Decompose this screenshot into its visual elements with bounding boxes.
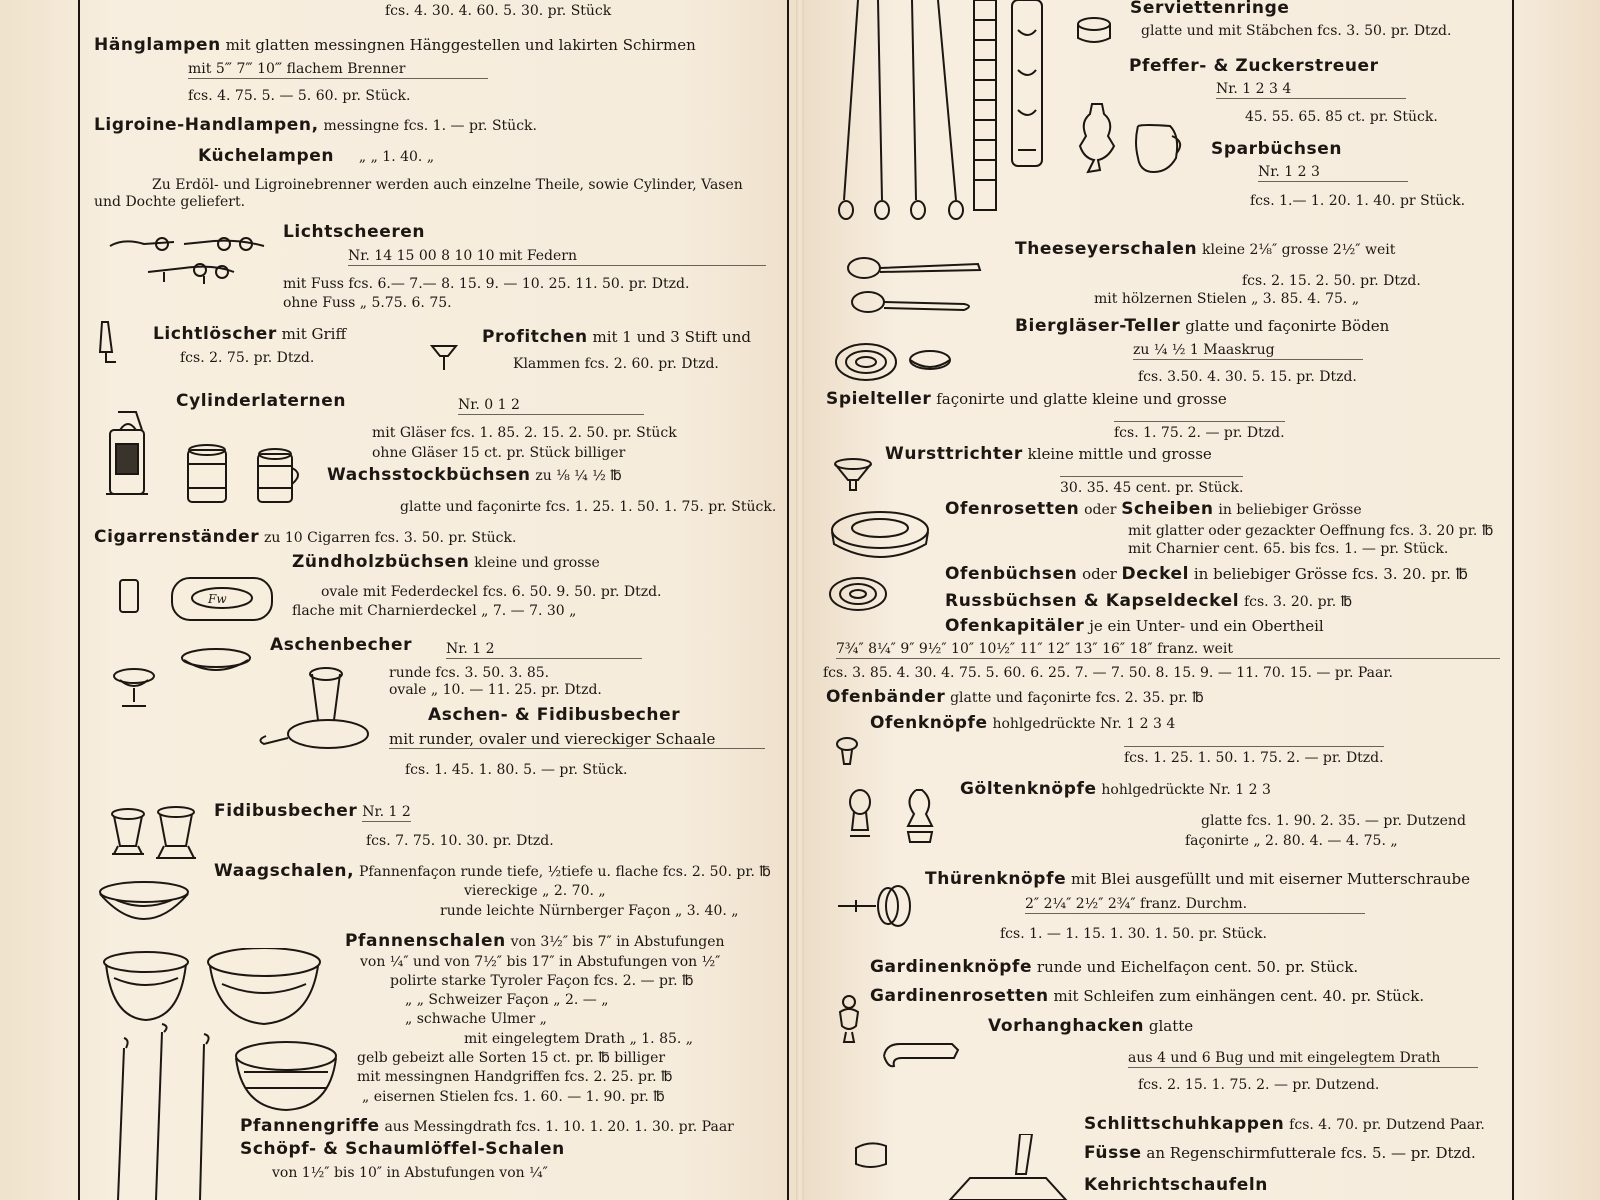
theeseyer-wooden-handles: mit hölzernen Stielen „ 3. 85. 4. 75. „ (1094, 291, 1360, 307)
ashtray-illustration (106, 640, 376, 760)
theeseyer-prices: fcs. 2. 15. 2. 50. pr. Dtzd. (1242, 273, 1421, 289)
wachsstock-title: Wachsstockbüchsen (327, 465, 531, 485)
aschen-fidibus-desc: mit runder, ovaler und viereckiger Schaale (389, 730, 765, 749)
gardinenknoepfe-desc: runde und Eichelfaçon cent. 50. pr. Stück. (1036, 958, 1359, 976)
cylinderlaternen-title: Cylinderlaternen (176, 391, 347, 411)
fuesse-entry (1084, 1144, 1476, 1162)
matchbox-illustration (116, 574, 276, 626)
gardinenrosetten-desc: mit Schleifen zum einhängen cent. 40. pr. Stück. (1053, 987, 1425, 1005)
wachsstock-prices: glatte und façonirte fcs. 1. 25. 1. 50. 1. 75. pr. Stück. (400, 499, 777, 515)
fidibus-numbers: Nr. 1 2 (362, 804, 411, 820)
ofenkapitaeler-sizes: 7¾″ 8¼″ 9″ 9½″ 10″ 10½″ 11″ 12″ 13″ 16″ 18″ franz. weit (836, 640, 1500, 659)
lichtscheeren-with-foot: mit Fuss fcs. 6.— 7.— 8. 15. 9. — 10. 25. 11. 50. pr. Dtzd. (283, 276, 690, 292)
ofenrosetten-title: Ofenrosetten (945, 499, 1080, 519)
ofenrosetten-row1: mit glatter oder gezackter Oeffnung fcs. 3. 20 pr. ℔ (1128, 523, 1494, 539)
vorhanghacken-prices: fcs. 2. 15. 1. 75. 2. — pr. Dutzend. (1138, 1077, 1380, 1093)
russbuechsen-entry (945, 592, 1352, 611)
vorhanghacken-desc: glatte (1148, 1017, 1194, 1035)
spielteller-title: Spielteller (826, 389, 932, 409)
ofenrosetten-desc2: in beliebiger Grösse (1218, 502, 1362, 518)
schoepf-desc: von 1½″ bis 10″ in Abstufungen von ¼″ (272, 1165, 548, 1181)
ligroine-entry (94, 116, 537, 135)
pans-and-ladles-illustration (100, 948, 350, 1200)
napkin-ring-illustration (1074, 16, 1114, 46)
goeltenknoepfe-plain: glatte fcs. 1. 90. 2. 35. — pr. Dutzend (1201, 813, 1466, 829)
ofenbaender-title: Ofenbänder (826, 687, 946, 707)
pfannengriffe-title: Pfannengriffe (240, 1116, 380, 1136)
svg-text:Fw: Fw (208, 592, 227, 606)
haenglampen-title: Hänglampen (94, 35, 221, 55)
curtain-rosette-illustration (832, 992, 866, 1046)
theeseyer-desc: kleine 2⅛″ grosse 2½″ weit (1202, 242, 1396, 258)
lamp-note-line1: Zu Erdöl- und Ligroinebrenner werden auch einzelne Theile, sowie Cylinder, Vasen (152, 177, 743, 193)
pfannenschalen-row2: polirte starke Tyroler Façon fcs. 2. — pr. ℔ (390, 973, 694, 989)
ofenknoepfe-entry (870, 714, 1175, 733)
russbuechsen-desc: fcs. 3. 20. pr. ℔ (1243, 594, 1353, 610)
goeltenknoepfe-title: Göltenknöpfe (960, 779, 1097, 799)
haenglampen-sizes: mit 5‴ 7‴ 10‴ flachem Brenner (188, 60, 488, 79)
door-knob-illustration (836, 884, 912, 930)
kuechelampen-desc: „ „ 1. 40. „ (358, 149, 435, 165)
russbuechsen-title: Russbüchsen & Kapseldeckel (945, 591, 1240, 611)
left-border-rule (78, 0, 80, 1200)
schlittschuh-title: Schlittschuhkappen (1084, 1114, 1285, 1134)
fidibus-entry (214, 802, 411, 822)
pfannenschalen-title: Pfannenschalen (345, 931, 506, 951)
ofenbuechsen-title2: Deckel (1121, 564, 1190, 584)
sausage-funnel-illustration (832, 456, 874, 494)
wachsstock-entry (327, 466, 622, 485)
ofenrosetten-title2: Scheiben (1121, 499, 1214, 519)
fuesse-title: Füsse (1084, 1143, 1142, 1163)
ligroine-desc: messingne fcs. 1. — pr. Stück. (323, 118, 537, 134)
bierglaeser-title: Biergläser-Teller (1015, 316, 1181, 336)
skate-cap-and-dustpan-illustration (850, 1134, 1070, 1200)
pfannenschalen-row1: von ¼″ und von 7½″ bis 17″ in Abstufungen von ½″ (360, 954, 721, 970)
pfannengriffe-entry (240, 1117, 734, 1136)
spill-vase-illustration (104, 806, 204, 868)
haenglampen-desc: mit glatten messingnen Hänggestellen und lakirten Schirmen (225, 36, 696, 54)
ofenknoepfe-title: Ofenknöpfe (870, 713, 988, 733)
lichtscheeren-title: Lichtscheeren (283, 222, 426, 242)
schlittschuh-desc: fcs. 4. 70. pr. Dutzend Paar. (1289, 1117, 1485, 1133)
zuendholz-oval: ovale mit Federdeckel fcs. 6. 50. 9. 50. pr. Dtzd. (321, 584, 662, 600)
spielteller-desc: façonirte und glatte kleine und grosse (936, 390, 1227, 408)
sparbuechsen-prices: fcs. 1.— 1. 20. 1. 40. pr Stück. (1250, 193, 1466, 209)
hanging-chains-illustration (838, 0, 1048, 222)
serviettenringe-desc: glatte und mit Stäbchen fcs. 3. 50. pr. Dtzd. (1141, 23, 1452, 39)
lamp-note-line2: und Dochte geliefert. (94, 194, 246, 210)
vorhanghacken-row1: aus 4 und 6 Bug und mit eingelegtem Drath (1128, 1049, 1478, 1068)
zuendholz-entry (292, 553, 600, 572)
sparbuechsen-numbers: Nr. 1 2 3 (1258, 163, 1408, 182)
ofenkapitaeler-desc: je ein Unter- und ein Obertheil (1089, 617, 1324, 635)
profitchen-entry (482, 328, 751, 346)
wursttrichter-desc: kleine mittle und grosse (1027, 445, 1212, 463)
wursttrichter-title: Wursttrichter (885, 444, 1023, 464)
top-prices: fcs. 4. 30. 4. 60. 5. 30. pr. Stück (385, 3, 612, 19)
right-border-rule (1512, 0, 1514, 1200)
waagschalen-row2: viereckige „ 2. 70. „ (464, 883, 606, 899)
ofenknoepfe-prices: fcs. 1. 25. 1. 50. 1. 75. 2. — pr. Dtzd. (1124, 746, 1384, 767)
pfannenschalen-row8: „ eisernen Stielen fcs. 1. 60. — 1. 90. pr. ℔ (362, 1089, 665, 1105)
zuendholz-title: Zündholzbüchsen (292, 552, 470, 572)
cigarren-entry (94, 528, 516, 547)
bierglaeser-desc: glatte und façonirte Böden (1185, 317, 1390, 335)
ofenbaender-desc: glatte und façonirte fcs. 2. 35. pr. ℔ (950, 690, 1204, 706)
gardinenknoepfe-title: Gardinenknöpfe (870, 957, 1033, 977)
ofenbuechsen-entry (945, 565, 1468, 583)
kuechelampen-entry (198, 147, 434, 166)
bierglaeser-prices: fcs. 3.50. 4. 30. 5. 15. pr. Dtzd. (1138, 369, 1357, 385)
pfannenschalen-row6: gelb gebeizt alle Sorten 15 ct. pr. ℔ billiger (357, 1050, 666, 1066)
wursttrichter-entry (885, 445, 1212, 463)
thuerenknoepfe-title: Thürenknöpfe (925, 869, 1067, 889)
thuerenknoepfe-sizes: 2″ 2¼″ 2½″ 2¾″ franz. Durchm. (1025, 895, 1365, 914)
ofenknoepfe-desc: hohlgedrückte Nr. 1 2 3 4 (992, 716, 1176, 732)
beer-coaster-illustration (834, 340, 954, 384)
waagschalen-row3: runde leichte Nürnberger Façon „ 3. 40. „ (440, 903, 739, 919)
aschenbecher-title: Aschenbecher (270, 635, 413, 655)
lichtloescher-entry (153, 325, 346, 343)
stove-knob-illustration (834, 736, 860, 768)
lichtscheeren-without-foot: ohne Fuss „ 5.75. 6. 75. (283, 295, 452, 311)
lantern-and-tins-illustration (98, 404, 308, 514)
curtain-hook-illustration (880, 1036, 962, 1072)
candle-saver-illustration (430, 340, 458, 372)
waagschalen-row1: Pfannenfaçon runde tiefe, ½tiefe u. flache fcs. 2. 50. pr. ℔ (358, 864, 771, 880)
vorhanghacken-entry (988, 1017, 1193, 1035)
ofenkapitaeler-prices: fcs. 3. 85. 4. 30. 4. 75. 5. 60. 6. 25. 7. — 7. 50. 8. 15. 9. — 11. 70. 15. — pr. Paar. (823, 665, 1393, 681)
ofenrosetten-row2: mit Charnier cent. 65. bis fcs. 1. — pr. Stück. (1128, 541, 1449, 557)
ofenrosetten-or: oder (1084, 502, 1117, 518)
lichtloescher-price: fcs. 2. 75. pr. Dtzd. (180, 350, 315, 366)
goeltenknoepfe-facon: façonirte „ 2. 80. 4. — 4. 75. „ (1185, 833, 1398, 849)
wursttrichter-prices: 30. 35. 45 cent. pr. Stück. (1060, 476, 1243, 497)
pfeffer-numbers: Nr. 1 2 3 4 (1216, 80, 1406, 99)
gardinenrosetten-title: Gardinenrosetten (870, 986, 1049, 1006)
cigarren-title: Cigarrenständer (94, 527, 260, 547)
zuendholz-flat: flache mit Charnierdeckel „ 7. — 7. 30 „ (292, 603, 577, 619)
kehricht-title: Kehrichtschaufeln (1084, 1175, 1268, 1195)
spielteller-entry (826, 390, 1227, 408)
pfannenschalen-entry (345, 932, 725, 951)
zuendholz-desc: kleine und grosse (474, 555, 600, 571)
wachsstock-sizes: zu ⅛ ¼ ½ ℔ (535, 468, 622, 484)
ofenbuechsen-desc2: in beliebiger Grösse fcs. 3. 20. pr. ℔ (1193, 565, 1468, 583)
pfannengriffe-desc: aus Messingdrath fcs. 1. 10. 1. 20. 1. 30. pr. Paar (384, 1119, 734, 1135)
ofenrosetten-entry (945, 500, 1362, 519)
aschen-fidibus-title: Aschen- & Fidibusbecher (428, 705, 681, 725)
tea-strainer-illustration (846, 254, 986, 322)
tub-knobs-illustration (846, 786, 946, 852)
serviettenringe-title: Serviettenringe (1130, 0, 1290, 18)
ofenkapitaeler-entry (945, 617, 1324, 635)
pfannenschalen-row4: „ schwache Ulmer „ (405, 1011, 547, 1027)
cylinderlaternen-without-glass: ohne Gläser 15 ct. pr. Stück billiger (372, 445, 626, 461)
haenglampen-prices: fcs. 4. 75. 5. — 5. 60. pr. Stück. (188, 88, 411, 104)
gardinenrosetten-entry (870, 987, 1424, 1005)
fuesse-desc: an Regenschirmfutterale fcs. 5. — pr. Dtzd. (1146, 1144, 1476, 1162)
spielteller-prices: fcs. 1. 75. 2. — pr. Dtzd. (1114, 421, 1285, 442)
pfannenschalen-row3: „ „ Schweizer Façon „ 2. — „ (405, 992, 609, 1008)
pfeffer-title: Pfeffer- & Zuckerstreuer (1129, 56, 1379, 76)
candle-extinguisher-illustration (96, 318, 120, 366)
pfannenschalen-row7: mit messingnen Handgriffen fcs. 2. 25. pr. ℔ (357, 1069, 673, 1085)
cigarren-desc: zu 10 Cigarren fcs. 3. 50. pr. Stück. (264, 530, 517, 546)
ligroine-title: Ligroine-Handlampen, (94, 115, 319, 135)
thuerenknoepfe-desc: mit Blei ausgefüllt und mit eiserner Mutterschraube (1070, 870, 1470, 888)
profitchen-price: Klammen fcs. 2. 60. pr. Dtzd. (513, 356, 719, 372)
thuerenknoepfe-entry (925, 870, 1470, 888)
pfannenschalen-row5: mit eingelegtem Drath „ 1. 85. „ (464, 1031, 694, 1047)
shaker-and-money-box-illustration (1074, 102, 1194, 184)
aschenbecher-round: runde fcs. 3. 50. 3. 85. (389, 665, 550, 681)
lichtloescher-desc: mit Griff (281, 325, 347, 343)
bierglaeser-sizes: zu ¼ ½ 1 Maaskrug (1133, 341, 1363, 360)
pfeffer-prices: 45. 55. 65. 85 ct. pr. Stück. (1245, 109, 1438, 125)
bierglaeser-entry (1015, 317, 1389, 335)
schoepf-title: Schöpf- & Schaumlöffel-Schalen (240, 1139, 565, 1159)
pfannenschalen-row0: von 3½″ bis 7″ in Abstufungen (510, 934, 725, 950)
goeltenknoepfe-desc: hohlgedrückte Nr. 1 2 3 (1101, 782, 1271, 798)
aschenbecher-numbers: Nr. 1 2 (446, 640, 642, 659)
haenglampen-entry (94, 36, 696, 54)
theeseyer-entry (1015, 240, 1395, 259)
waagschalen-title: Waagschalen, (214, 861, 355, 881)
vorhanghacken-title: Vorhanghacken (988, 1016, 1145, 1036)
ofenkapitaeler-title: Ofenkapitäler (945, 616, 1085, 636)
goeltenknoepfe-entry (960, 780, 1271, 799)
aschen-fidibus-prices: fcs. 1. 45. 1. 80. 5. — pr. Stück. (405, 762, 628, 778)
kuechelampen-title: Küchelampen (198, 146, 335, 166)
profitchen-desc: mit 1 und 3 Stift und (592, 328, 751, 346)
thuerenknoepfe-prices: fcs. 1. — 1. 15. 1. 30. 1. 50. pr. Stück. (1000, 926, 1267, 942)
cylinderlaternen-numbers: Nr. 0 1 2 (458, 396, 644, 415)
gardinenknoepfe-entry (870, 958, 1358, 976)
fidibus-title: Fidibusbecher (214, 801, 358, 821)
profitchen-title: Profitchen (482, 327, 588, 347)
page-fold (796, 0, 804, 1200)
lichtscheeren-numbers: Nr. 14 15 00 8 10 10 mit Federn (348, 247, 766, 266)
ofenbuechsen-title: Ofenbüchsen (945, 564, 1078, 584)
center-left-rule (787, 0, 789, 1200)
schlittschuh-entry (1084, 1115, 1485, 1134)
lichtloescher-title: Lichtlöscher (153, 324, 277, 344)
theeseyer-title: Theeseyerschalen (1015, 239, 1198, 259)
sparbuechsen-title: Sparbüchsen (1211, 139, 1343, 159)
candle-snuffer-scissors-illustration (104, 232, 274, 288)
stove-rosette-illustration (828, 508, 932, 618)
waagschalen-entry (214, 862, 771, 881)
fidibus-prices: fcs. 7. 75. 10. 30. pr. Dtzd. (366, 833, 554, 849)
ofenbaender-entry (826, 688, 1204, 707)
aschenbecher-oval: ovale „ 10. — 11. 25. pr. Dtzd. (389, 682, 602, 698)
scale-pan-illustration (96, 880, 194, 940)
ofenbuechsen-or: oder (1082, 565, 1117, 583)
cylinderlaternen-with-glass: mit Gläser fcs. 1. 85. 2. 15. 2. 50. pr. Stück (372, 425, 677, 441)
